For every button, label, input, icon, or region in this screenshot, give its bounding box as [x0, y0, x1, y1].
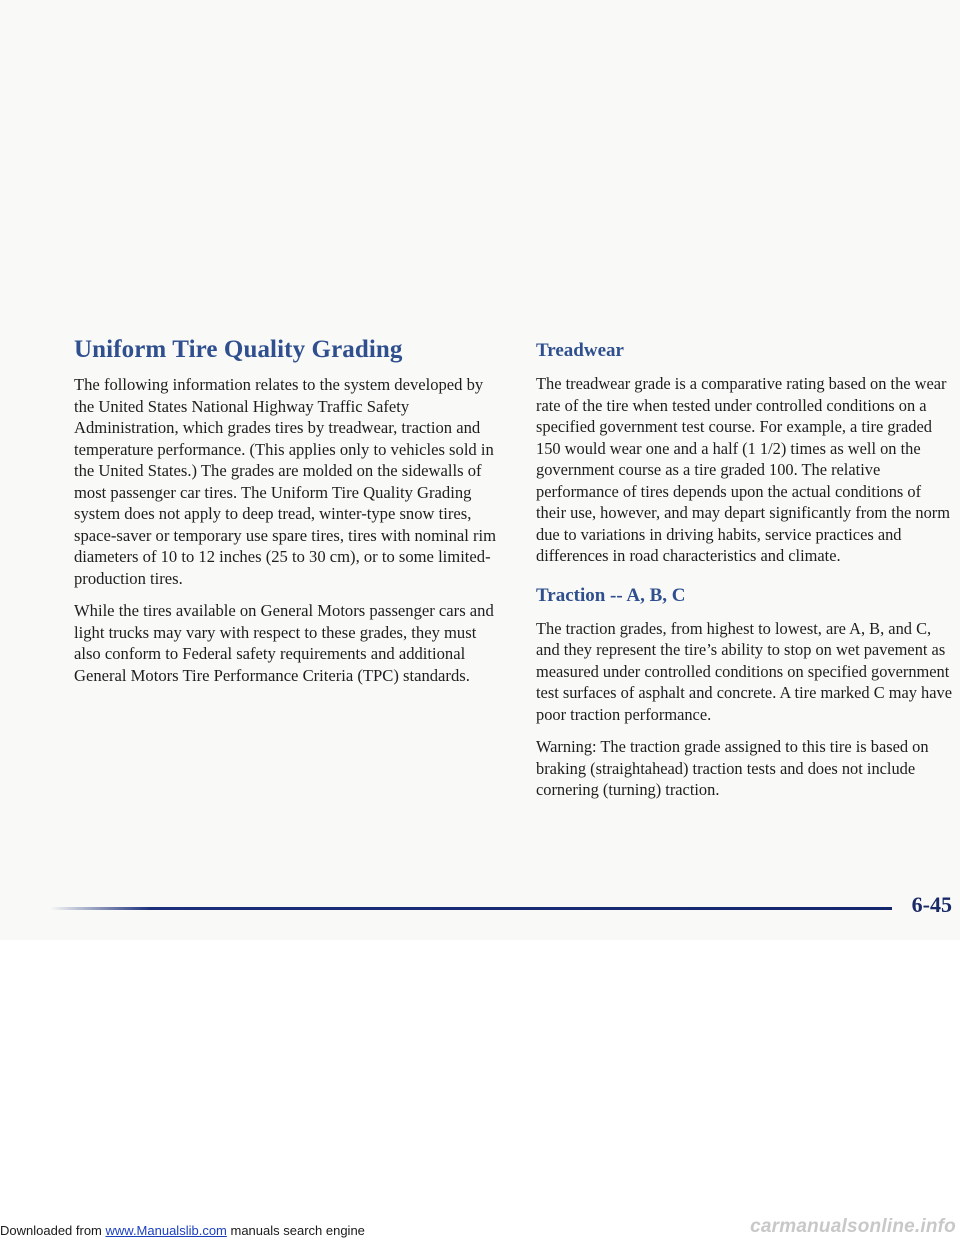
left-column — [74, 336, 506, 697]
treadwear-heading: Treadwear — [536, 340, 624, 361]
footer-rule — [50, 907, 892, 910]
download-footer — [0, 1223, 365, 1238]
footer-suffix: manuals search engine — [226, 1223, 365, 1238]
traction-heading: Traction -- A, B, C — [536, 584, 686, 606]
intro-paragraph: The following information relates to the system developed by the United States National Highway Traffic Safety Administration, which grades tires by treadwear, traction and temperature performance. (This applies only to vehicles sold in the United States.) The grades are molded on the sidewalls of most passenger car tires. The Uniform Tire Quality Grading system does not apply to deep tread, winter-type snow tires, space-saver or temporary use spare tires, tires with nominal rim diameters of 10 to 12 inches (25 to 30 cm), or to some limited-production tires. — [74, 375, 497, 588]
right-column — [536, 336, 952, 812]
watermark-text: carmanualsonline.info — [750, 1216, 956, 1237]
traction-paragraph: The traction grades, from highest to lowest, are A, B, and C, and they represent the tire’s ability to stop on wet pavement as measured under controlled conditions on specified government test surfaces of asphalt and concrete. A tire marked C may have poor traction performance. — [536, 618, 952, 724]
section-title: Uniform Tire Quality Grading — [74, 336, 403, 363]
treadwear-paragraph: The treadwear grade is a comparative rating based on the wear rate of the tire when tested under controlled conditions on a specified government test course. For example, a tire graded 150 would wear one and a half (1 1/2) times as well on the government course as a tire graded 100. The relative performance of tires depends upon the actual conditions of their use, however, and may depart significantly from the norm due to variations in driving habits, service practices and differences in road characteristics and climate. — [536, 374, 950, 565]
page-number: 6-45 — [911, 892, 952, 917]
gm-paragraph: While the tires available on General Motors passenger cars and light trucks may vary with respect to these grades, they must also conform to Federal safety requirements and additional General Motors Tire Performance Criteria (TPC) standards. — [74, 601, 494, 685]
traction-warning-paragraph: Warning: The traction grade assigned to this tire is based on braking (straightahead) traction tests and does not include cornering (turning) traction. — [536, 737, 929, 799]
manualslib-link[interactable]: www.Manualslib.com — [105, 1223, 227, 1238]
footer-prefix: Downloaded from — [0, 1223, 106, 1238]
